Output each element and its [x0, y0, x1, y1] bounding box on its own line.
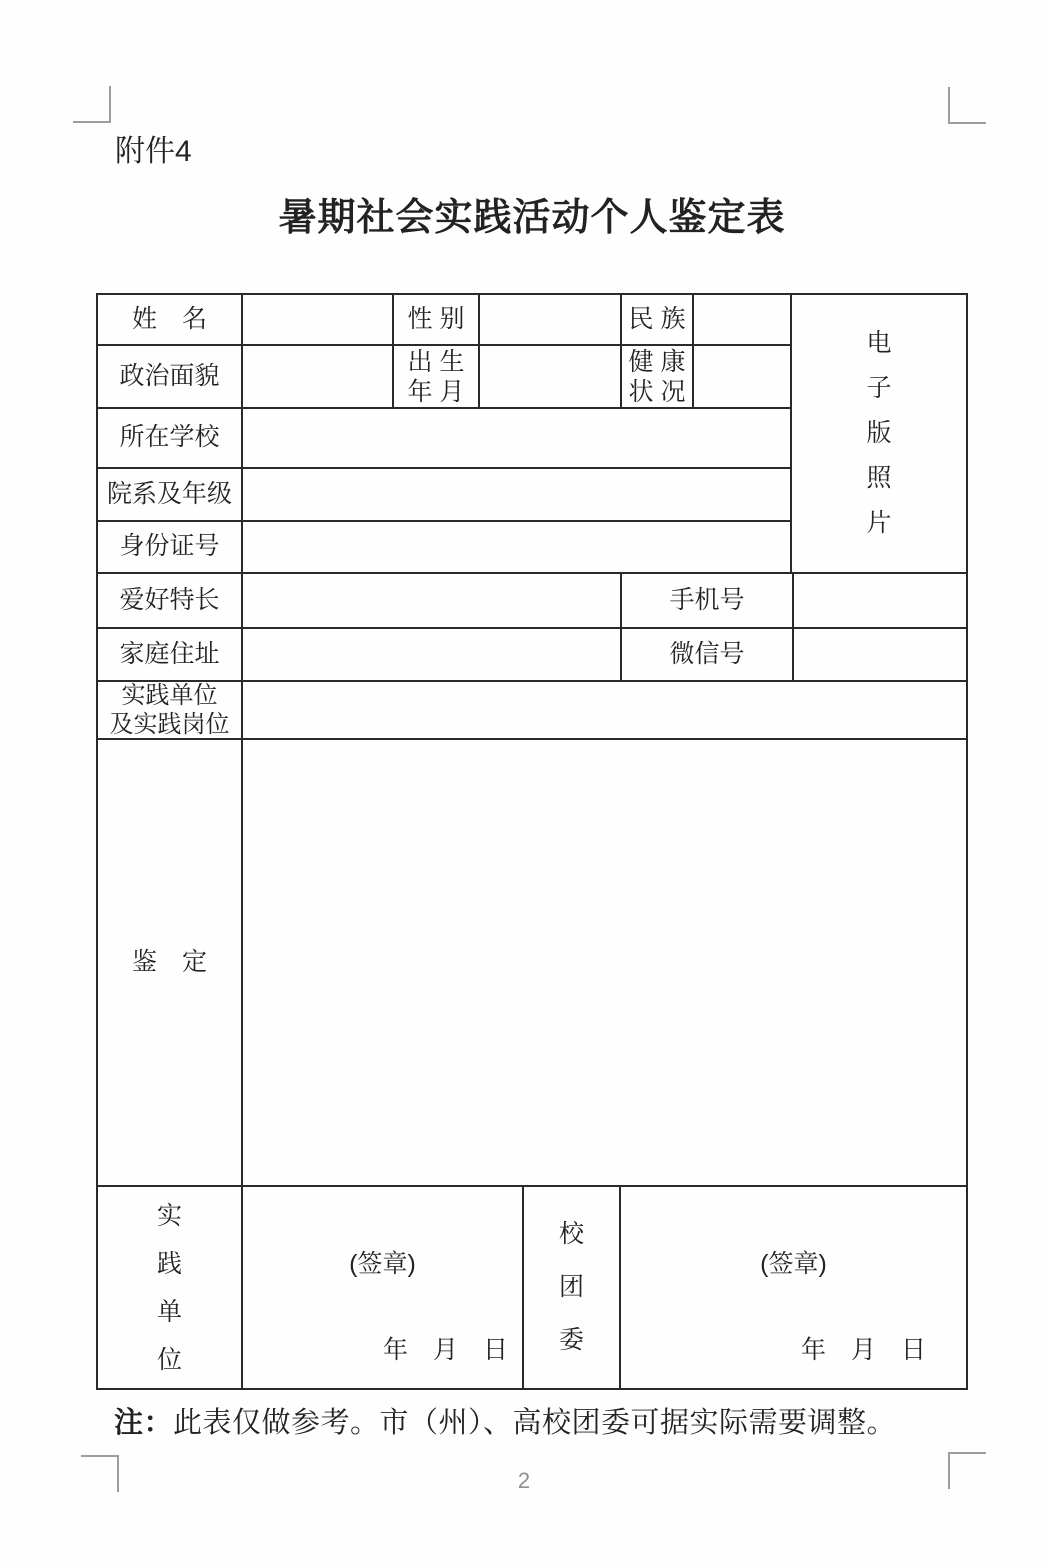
school-label: 所在学校 — [98, 409, 243, 467]
department-grade-value-cell — [243, 469, 792, 520]
practice-unit-label-char: 单 — [156, 1297, 182, 1326]
birth-date-label-line1: 出 生 — [407, 347, 465, 376]
top-section-left — [98, 295, 792, 572]
photo-label-char: 片 — [866, 509, 892, 537]
id-number-value-cell — [243, 522, 792, 572]
page-number: 2 — [517, 1468, 531, 1493]
table-row — [98, 574, 966, 629]
name-value-cell — [243, 295, 394, 344]
footnote — [114, 1400, 896, 1441]
birth-date-label — [394, 346, 480, 407]
committee-date-label: 年 月 日 — [800, 1335, 926, 1364]
school-committee-label-char: 委 — [558, 1326, 584, 1354]
attachment-label: 附件4 — [115, 135, 192, 168]
photo-label-char: 子 — [866, 374, 892, 402]
appraisal-value-cell — [243, 740, 966, 1185]
footnote-prefix: 注： — [114, 1407, 174, 1439]
table-row — [98, 682, 966, 740]
gender-value-cell — [480, 295, 622, 344]
footnote-body: 此表仅做参考。市（州）、高校团委可据实际需要调整。 — [173, 1407, 897, 1439]
political-status-value-cell — [243, 346, 394, 407]
health-status-label-line2: 状 况 — [628, 377, 686, 406]
practice-unit-post-label-line1: 实践单位 — [121, 682, 218, 709]
table-row — [98, 740, 966, 1187]
id-number-label: 身份证号 — [98, 522, 243, 572]
unit-seal-label: (签章) — [349, 1250, 416, 1278]
wechat-label: 微信号 — [622, 629, 794, 680]
phone-value-cell — [794, 574, 966, 627]
photo-cell — [792, 295, 966, 572]
hobbies-label: 爱好特长 — [98, 574, 243, 627]
home-address-value-cell — [243, 629, 622, 680]
table-row — [98, 469, 792, 522]
phone-label: 手机号 — [622, 574, 794, 627]
photo-label-char: 电 — [866, 329, 892, 357]
political-status-label: 政治面貌 — [98, 346, 243, 407]
wechat-value-cell — [794, 629, 966, 680]
practice-unit-label-char: 践 — [156, 1249, 182, 1278]
table-row — [98, 522, 792, 572]
unit-date-label: 年 月 日 — [382, 1335, 508, 1364]
table-row — [98, 629, 966, 682]
appraisal-form-table — [96, 293, 968, 1390]
school-value-cell — [243, 409, 792, 467]
home-address-label: 家庭住址 — [98, 629, 243, 680]
health-status-label-line1: 健 康 — [628, 347, 686, 376]
table-row — [98, 346, 792, 409]
school-committee-label-char: 团 — [558, 1273, 584, 1301]
appraisal-label: 鉴 定 — [98, 740, 243, 1185]
practice-unit-label-char: 实 — [156, 1201, 182, 1230]
committee-seal-label: (签章) — [760, 1250, 827, 1278]
birth-date-label-line2: 年 月 — [407, 377, 465, 406]
name-label: 姓 名 — [98, 295, 243, 344]
health-status-value-cell — [694, 346, 792, 407]
practice-unit-post-label-line2: 及实践岗位 — [109, 711, 230, 738]
table-row — [98, 409, 792, 469]
table-row — [98, 295, 792, 346]
hobbies-value-cell — [243, 574, 622, 627]
practice-unit-post-value-cell — [243, 682, 966, 738]
unit-seal-cell — [243, 1187, 524, 1388]
table-row — [98, 1187, 966, 1388]
birth-date-value-cell — [480, 346, 622, 407]
crop-mark-top-left-icon — [73, 86, 111, 123]
page-title: 暑期社会实践活动个人鉴定表 — [278, 197, 786, 239]
photo-label-char: 照 — [866, 464, 892, 492]
photo-label-char: 版 — [866, 419, 892, 447]
committee-seal-cell — [621, 1187, 966, 1388]
table-top-section — [98, 295, 966, 574]
department-grade-label: 院系及年级 — [98, 469, 243, 520]
ethnicity-value-cell — [694, 295, 792, 344]
health-status-label — [622, 346, 694, 407]
ethnicity-label: 民 族 — [622, 295, 694, 344]
gender-label: 性 别 — [394, 295, 480, 344]
practice-unit-label-char: 位 — [156, 1345, 182, 1374]
school-committee-label — [524, 1187, 621, 1388]
practice-unit-label — [98, 1187, 243, 1388]
crop-mark-top-right-icon — [948, 87, 986, 124]
school-committee-label-char: 校 — [558, 1220, 584, 1248]
practice-unit-post-label — [98, 682, 243, 738]
